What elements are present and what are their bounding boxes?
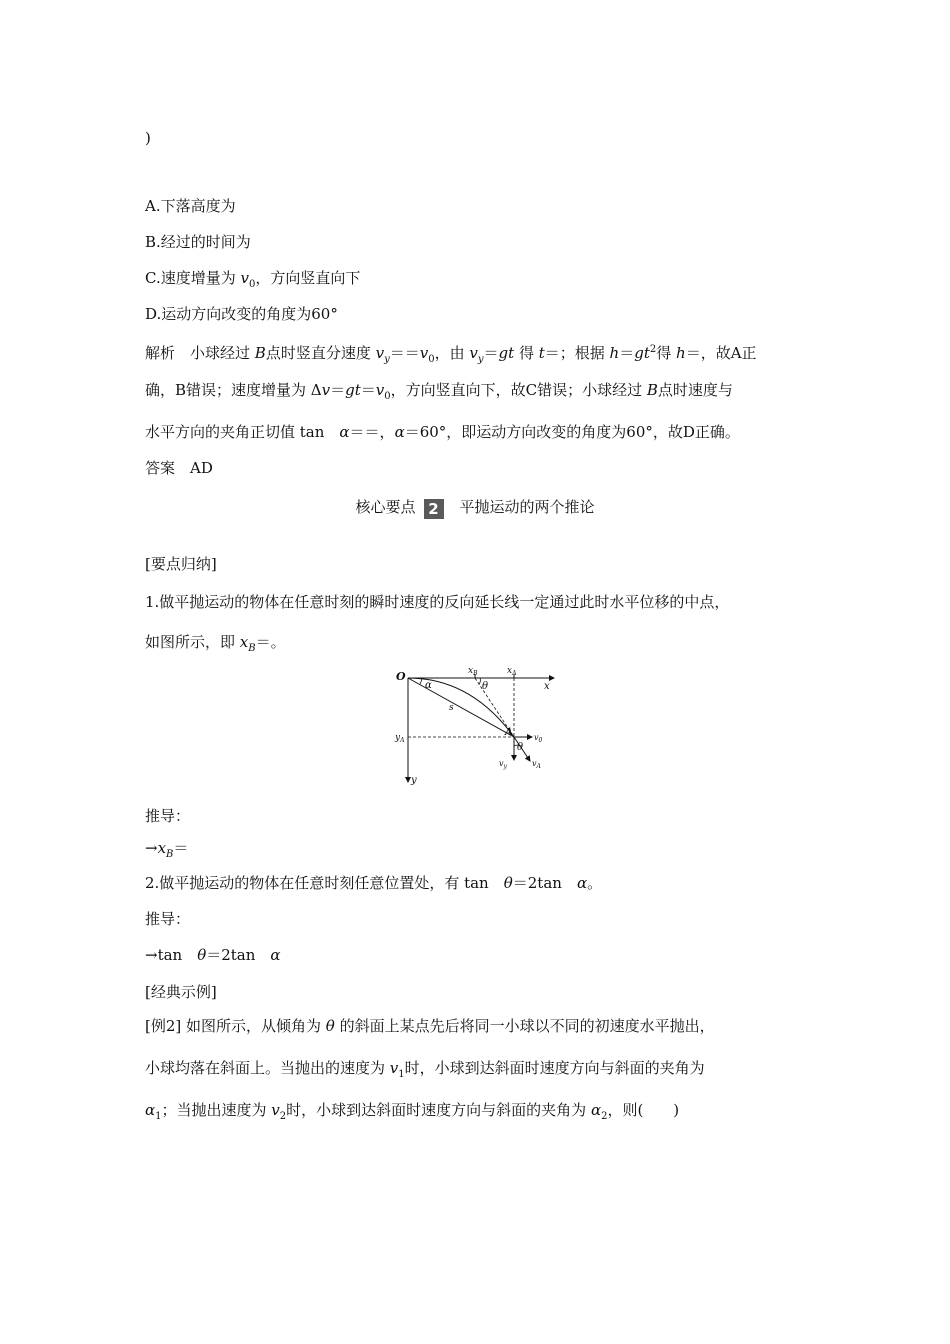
a3-alpha: α — [339, 423, 350, 441]
point-2 — [145, 873, 602, 893]
label-yA-sub: A — [400, 737, 405, 744]
p2-alpha: α — [576, 874, 588, 892]
a2-v0: v — [375, 381, 385, 399]
e1-theta: θ — [325, 1017, 335, 1035]
e2-p1: 小球均落在斜面上。当抛出的速度为 — [145, 1059, 390, 1077]
label-xB — [468, 666, 478, 677]
label-yA — [394, 733, 405, 744]
label-theta-top: θ — [482, 681, 489, 692]
projectile-diagram — [392, 662, 562, 786]
d2-theta: θ — [197, 946, 207, 964]
option-c-v0: v — [240, 269, 249, 287]
answer: 答案 AD — [145, 459, 213, 477]
a1-vy: v — [375, 344, 385, 362]
p1b-sub: B — [248, 643, 256, 654]
e3-v2-sub: 2 — [279, 1111, 287, 1122]
heading-number-badge: 2 — [424, 499, 444, 519]
a1-p3: ＝＝ — [389, 344, 420, 362]
p2-theta: θ — [503, 874, 513, 892]
a1-vy2-sub: y — [477, 354, 484, 365]
classic-example-label: [经典示例] — [145, 983, 217, 1001]
heading-right: 平抛运动的两个推论 — [459, 498, 595, 516]
p2-pre: 2.做平抛运动的物体在任意时刻任意位置处，有 tan — [145, 874, 504, 892]
e2-v1-sub: 1 — [398, 1069, 405, 1080]
a1-gt2: gt — [634, 344, 650, 362]
label-xA-sub: A — [512, 670, 517, 677]
option-b: B.经过的时间为 — [145, 233, 251, 251]
a2-v: v — [321, 381, 331, 399]
label-y-axis: y — [411, 775, 417, 786]
analysis-line-2 — [145, 380, 733, 407]
option-c — [145, 268, 360, 295]
derivation-label-2: 推导： — [145, 910, 191, 928]
a1-p1: 解析 小球经过 — [145, 344, 255, 362]
a1-gt2-sup: 2 — [649, 344, 657, 355]
e3-a1-sub: 1 — [155, 1111, 162, 1122]
a1-v0: v — [419, 344, 429, 362]
e2-p2: 时，小球到达斜面时速度方向与斜面的夹角为 — [404, 1059, 705, 1077]
d1-sub: B — [166, 849, 174, 860]
a1-p2: 点时竖直分速度 — [265, 344, 376, 362]
label-xB-main: x — [468, 666, 474, 676]
e3-a2: α — [590, 1101, 602, 1119]
label-vA-main: v — [532, 759, 537, 768]
a1-vy2: v — [469, 344, 478, 362]
a1-p6: 得 — [514, 344, 539, 362]
label-vy — [499, 759, 508, 770]
p1b-x: x — [239, 633, 249, 651]
d2-alpha: α — [270, 946, 281, 964]
e2-v1: v — [389, 1059, 399, 1077]
displacement-line — [408, 678, 514, 737]
e3-v2: v — [271, 1101, 280, 1119]
analysis-line-3 — [145, 422, 740, 442]
label-theta-bottom: θ — [517, 742, 524, 753]
e3-p3: ，则( ) — [607, 1101, 680, 1119]
label-x-axis: x — [544, 681, 550, 692]
a2-B: B — [646, 381, 658, 399]
d2-mid: ＝2tan — [206, 946, 271, 964]
a2-p2: ＝ — [330, 381, 346, 399]
label-xA — [507, 666, 517, 677]
label-v0-main: v — [534, 733, 539, 742]
a2-p1: 确，B错误；速度增量为 Δ — [145, 381, 322, 399]
label-alpha: α — [425, 680, 432, 691]
e1-p1: [例2] 如图所示，从倾角为 — [145, 1017, 326, 1035]
section-heading — [0, 496, 950, 519]
heading-left: 核心要点 — [355, 498, 416, 516]
label-v0 — [534, 733, 543, 744]
e3-p2: 时，小球到达斜面时速度方向与斜面的夹角为 — [286, 1101, 591, 1119]
option-d: D.运动方向改变的角度为60° — [145, 305, 338, 323]
example-line-2 — [145, 1058, 705, 1085]
e3-a1: α — [145, 1101, 156, 1119]
a1-v0-sub: 0 — [428, 354, 435, 365]
e3-a2-sub: 2 — [601, 1111, 608, 1122]
theta-arc-top — [479, 678, 480, 684]
a1-p8: ＝ — [619, 344, 635, 362]
a1-vy-sub: y — [384, 354, 390, 365]
point-1-line-a: 1.做平抛运动的物体在任意时刻的瞬时速度的反向延长线一定通过此时水平位移的中点， — [145, 593, 730, 611]
label-yA-main: y — [395, 733, 401, 743]
a1-p9: 得 — [656, 344, 677, 362]
derivation-label-1: 推导： — [145, 807, 191, 825]
p2-post: 。 — [587, 874, 603, 892]
a3-alpha2: α — [394, 423, 405, 441]
a1-t: t — [538, 344, 545, 362]
a2-p3: ＝ — [360, 381, 376, 399]
label-s: s — [449, 703, 454, 713]
a1-p4: ，由 — [434, 344, 470, 362]
a1-B: B — [254, 344, 266, 362]
d2-pre: →tan — [145, 946, 198, 964]
a2-v0-sub: 0 — [384, 391, 391, 402]
a1-h: h — [609, 344, 620, 362]
option-c-v0-sub: 0 — [248, 279, 256, 290]
a3-p1: 水平方向的夹角正切值 tan — [145, 423, 340, 441]
paren-close: ) — [145, 129, 151, 147]
option-a: A.下落高度为 — [145, 197, 236, 215]
analysis-line-1 — [145, 340, 757, 370]
label-xA-main: x — [507, 666, 513, 676]
a2-p4: ，方向竖直向下，故C错误；小球经过 — [390, 381, 647, 399]
label-vA-sub: A — [536, 763, 541, 770]
a1-gt: gt — [498, 344, 515, 362]
derivation-result-1 — [145, 838, 188, 865]
p1b-pre: 如图所示，即 — [145, 633, 240, 651]
label-vA — [532, 759, 542, 770]
d1-pre: → — [145, 839, 158, 857]
a2-p5: 点时速度与 — [657, 381, 733, 399]
d1-x: x — [157, 839, 167, 857]
option-c-pre: C.速度增量为 — [145, 269, 241, 287]
e1-p2: 的斜面上某点先后将同一小球以不同的初速度水平抛出， — [334, 1017, 715, 1035]
p2-mid: ＝2tan — [512, 874, 577, 892]
a3-p3: ＝60°，即运动方向改变的角度为60°，故D正确。 — [404, 423, 740, 441]
derivation-result-2 — [145, 945, 281, 965]
a3-p2: ＝＝， — [349, 423, 395, 441]
example-line-1 — [145, 1016, 715, 1036]
option-c-post: ，方向竖直向下 — [255, 269, 361, 287]
a1-p7: ＝；根据 — [544, 344, 610, 362]
label-vy-main: v — [499, 759, 504, 768]
label-vy-sub: y — [503, 763, 507, 770]
key-points-label: [要点归纳] — [145, 555, 217, 573]
point-1-line-b — [145, 632, 286, 659]
label-v0-sub: 0 — [538, 737, 543, 744]
e3-p1: ；当抛出速度为 — [161, 1101, 272, 1119]
label-point-A: A — [505, 727, 513, 738]
example-line-3 — [145, 1100, 679, 1127]
a1-h2: h — [676, 344, 686, 362]
label-origin: O — [396, 670, 406, 683]
a1-p10: ＝，故A正 — [685, 344, 757, 362]
label-xB-sub: B — [473, 670, 478, 677]
d1-post: ＝ — [173, 839, 189, 857]
a1-p5: ＝ — [483, 344, 499, 362]
p1b-post: ＝。 — [255, 633, 286, 651]
a2-gt: gt — [345, 381, 361, 399]
